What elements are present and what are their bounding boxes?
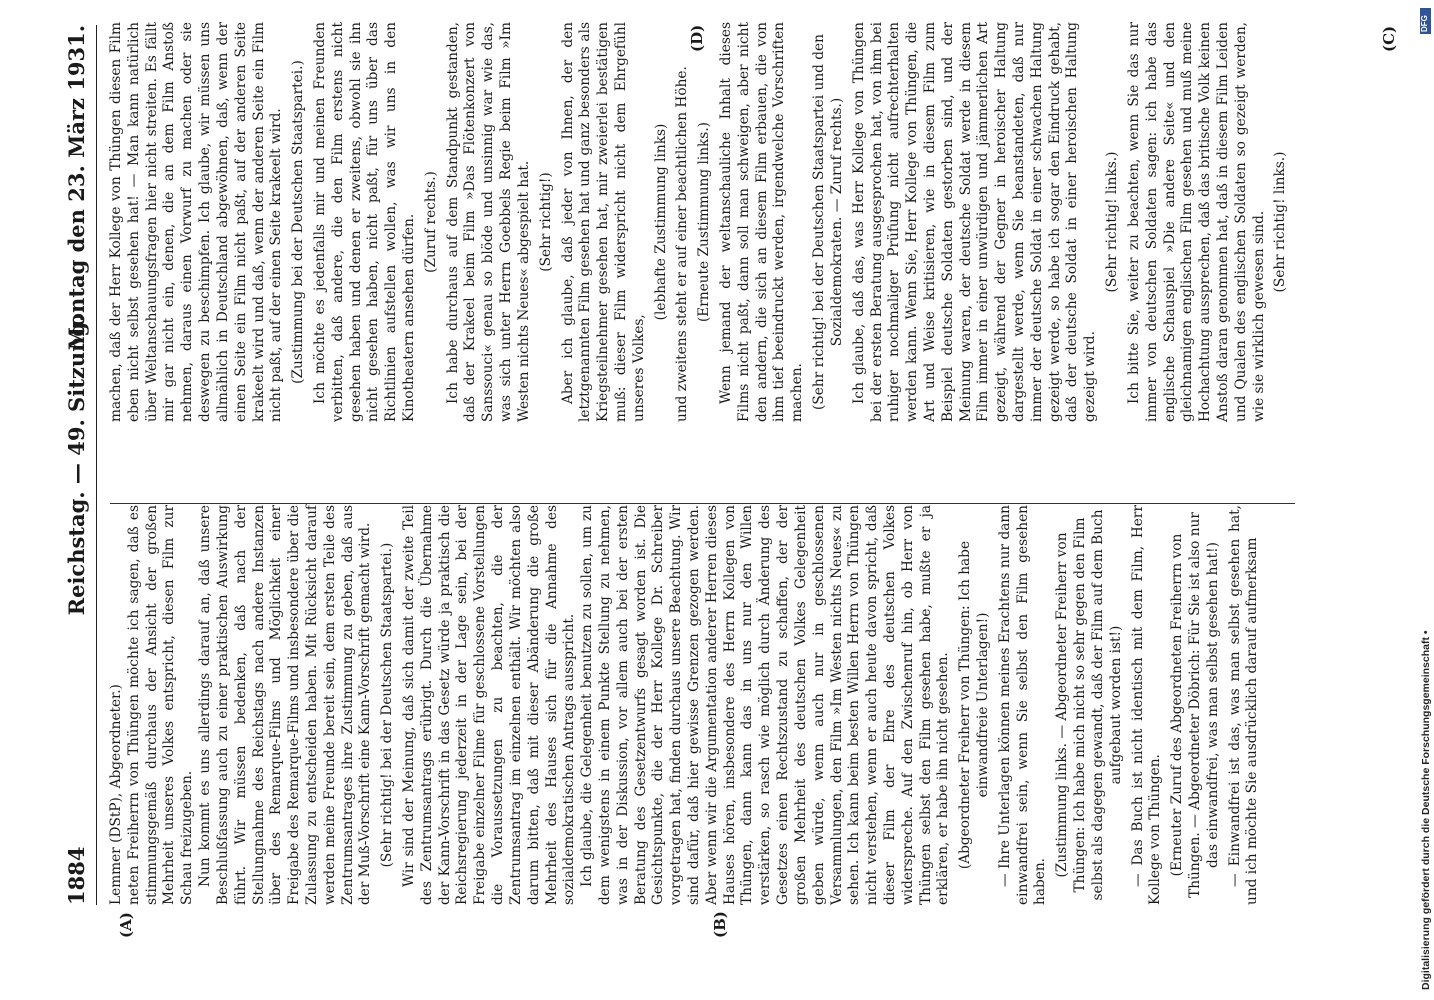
interjection: (Sehr richtig! bei der Deutschen Staatspartei.) (379, 542, 396, 868)
interjection: (lebhafte Zustimmung links) (652, 123, 669, 321)
column-divider (110, 503, 1295, 504)
paragraph: Ich glaube, daß das, was Herr Kollege von Thüngen bei der ersten Beratung ausgesprochen hat, von ihm bei ruhiger nochmaliger Prüfung nicht aufrechterhalten werden kann. Wenn Sie, Herr Kollege von Thüngen, die Art und Weise kritisieren, wie in diesem Film zum Beispiel deutsche Soldaten gestorben sind, und der Meinung waren, der deutsche Soldat werde in diesem Film immer in einer unwürdigen und jämmerlichen Art gezeigt, während der Gegner in heroischer Haltung dargestellt werde, wenn Sie beanstandeten, daß nur immer der deutsche Soldat in einer schwachen Haltung gezeigt werde, so habe ich sogar den Eindruck gehabt, daß der deutsche Soldat in einer heroischen Haltung gezeigt wird. (850, 22, 1099, 422)
paragraph: — Einwandfrei ist das, was man selbst gesehen hat, und ich möchte Sie ausdrücklich darauf aufmerksam (1226, 505, 1261, 905)
paragraph: Aber ich glaube, daß jeder von Ihnen, der den letztgenannten Film gesehen hat und ganz besonders als Kriegsteilnehmer gesehen hat, mir zweierlei bestätigen muß: dieser Film widerspricht nicht dem Ehrgefühl unseres Volkes, (559, 22, 647, 422)
paragraph: neten Freiherrn von Thüngen möchte ich sagen, daß es stimmungsgemäß durchaus der Ansicht der großen Mehrheit unseres Volkes entspricht, diesen Film zur Schau freizugeben. (125, 505, 196, 905)
dfg-logo-text: DFG (1420, 15, 1429, 32)
paragraph: Ich glaube, die Gelegenheit benutzen zu sollen, um zu dem wenigstens in einem Punkte Stellung zu nehmen, was in der Diskussion, vor allem auch bei der ersten Beratung des Gesetzentwurfs gesagt worden ist. Die Gesichtspunkte, die der Herr Kollege Dr. Schreiber vorgetragen hat, finden durchaus unsere Beachtung. Wir sind dafür, daß hier gewisse Grenzen gezogen werden. Aber wenn wir die Argumentation anderer Herren dieses Hauses hören, insbesondere des Herrn Kollegen von Thüngen, dann kann das in uns nur den Willen verstärken, so rasch wie möglich durch Änderung des Gesetzes einen Rechtszustand zu schaffen, der der großen Mehrheit des deutschen Volkes Gelegenheit geben würde, wenn auch nur in geschlossenen Versammlungen, den Film »Im Westen nichts Neues« zu sehen. Ich kann beim besten Willen Herrn von Thüngen nicht verstehen, wenn er auch heute davon spricht, daß dieser Film der Ehre des deutschen Volkes widerspreche. Auf den Zwischenruf hin, ob Herr von Thüngen selbst den Film gesehen habe, mußte er ja erklären, er habe ihn nicht gesehen. (579, 505, 952, 905)
right-text-column (108, 22, 1294, 422)
interjection: (Zustimmung links. — Abgeordneter Freiherr von Thüngen: Ich habe mich nicht so sehr gegen den Film selbst als dagegen gewandt, daß der Film auf dem Buch aufgebaut worden ist!) (1054, 509, 1124, 901)
paragraph: Lemmer (DStP), Abgeordneter.) (108, 684, 124, 905)
session-date: Montag den 23. März 1931. (64, 25, 89, 351)
margin-mark-c: (C) (1380, 25, 1398, 52)
margin-mark-a: (A) (117, 912, 135, 938)
header-rule (96, 25, 97, 905)
left-text-column (108, 505, 1262, 905)
interjection: (Sehr richtig!) (537, 172, 554, 272)
margin-mark-d: (D) (688, 24, 706, 52)
interjection: (Abgeordneter Freiherr von Thüngen: Ich habe einwandfreie Unterlagen!) (957, 540, 991, 870)
paragraph: Wir sind der Meinung, daß sich damit der zweite Teil des Zentrumsantrags erübrigt. Durch die Übernahme der Kann-Vorschrift in das Gesetz würde ja praktisch die Reichsregierung jederzeit in der Lage sein, bei der Freigabe einzelner Filme für geschlossene Vorstellungen die Voraussetzungen zu beachten, die der Zentrumsantrag im einzelnen enthält. Wir möchten also darum bitten, daß mit dieser Abänderung die große Mehrheit des Hauses sich für die Annahme des sozialdemokratischen Antrags ausspricht. (401, 505, 578, 905)
interjection: (Erneute Zustimmung links.) (696, 121, 713, 323)
session-title: Reichstag. — 49. Sitzung. (64, 314, 89, 616)
paragraph: Ich bitte Sie, weiter zu beachten, wenn Sie das nur immer von deutschen Soldaten sagen: ich habe das englische Schauspiel »Die andere Seite« und den gleichnamigen englischen Film gesehen und muß meine Hochachtung aussprechen, daß das britische Volk keinen Anstoß daran genommen hat, daß in diesem Film Leiden und Qualen des englischen Soldaten so gezeigt werden, wie sie wirklich gewesen sind. (1125, 22, 1267, 422)
paragraph: Ich möchte es jedenfalls mir und meinen Freunden verbitten, daß andere, die den Film erstens nicht gesehen haben und denen er zweitens, obwohl sie ihn nicht gesehen haben, nicht paßt, für uns über das Richtlinien aufstellen wollen, was wir uns in den Kinotheatern ansehen dürfen. (311, 22, 417, 422)
interjection: (Zustimmung bei der Deutschen Staatspartei.) (290, 60, 307, 384)
interjection: (Zuruf rechts.) (422, 171, 439, 273)
paragraph: Nun kommt es uns allerdings darauf an, daß unsere Beschlußfassung auch zu einer praktischen Auswirkung führt. Wir müssen bedenken, daß nach der Stellungnahme des Reichstags nach andere Instanzen über des Remarque-Films und Möglichkeit einer Freigabe des Remarque-Films und insbesondere über die Zulassung zu entscheiden haben. Mit Rücksicht darauf werden meine Freunde bereit sein, dem ersten Teile des Zentrumsantrages ihre Zustimmung zu geben, daß aus der Muß-Vorschrift eine Kann-Vorschrift gemacht wird. (197, 505, 374, 905)
digitization-credit (1420, 10, 1432, 990)
page-number: 1884 (64, 846, 89, 905)
paragraph: Ich habe durchaus auf dem Standpunkt gestanden, daß der Krakeel beim Film »Das Flötenkonzert von Sanssouci« genau so blöde und unsinnig war wie das, was sich unter Herrn Goebbels Regie beim Film »Im Westen nichts Neues« abgespielt hat. (444, 22, 532, 422)
interjection: (Sehr richtig! links.) (1272, 151, 1289, 293)
interjection: (Erneuter Zuruf des Abgeordneten Freiherrn von Thüngen. — Abgeordneter Döbrich: Für Sie ist also nur das einwandfrei, was man selbst gesehen hat!) (1169, 512, 1221, 898)
paragraph: — Ihre Unterlagen können meines Erachtens nur dann einwandfrei sein, wenn Sie selbst den Film gesehen haben. (996, 505, 1049, 905)
paragraph: — Das Buch ist nicht identisch mit dem Film, Herr Kollege von Thüngen. (1129, 505, 1164, 905)
interjection: (Sehr richtig! links.) (1104, 151, 1121, 293)
paragraph: und zweitens steht er auf einer beachtlichen Höhe. (674, 66, 691, 422)
credit-text: Digitalisierung gefördert durch die Deutsche Forschungsgemeinschaft • (1420, 630, 1432, 990)
margin-mark-b: (B) (711, 911, 729, 938)
interjection: (Sehr richtig! bei der Deutschen Staatspartei und den Sozialdemokraten. — Zuruf rechts.) (811, 34, 845, 410)
paragraph: machen, daß der Herr Kollege von Thüngen diesen Film eben nicht selbst gesehen hat! — Man kann natürlich über Weltanschauungsfragen hier nicht streiten. Es fällt mir gar nicht ein, denen, die an dem Film Anstoß nehmen, daraus einen Vorwurf zu machen oder sie deswegen zu beschimpfen. Ich glaube, wir müssen uns allmählich in Deutschland abgewöhnen, daß, wenn der einen Seite ein Film nicht paßt, auf der anderen Seite krakeelt wird und daß, wenn der anderen Seite ein Film nicht paßt, auf der einen Seite krakeelt wird. (108, 22, 285, 422)
paragraph: Wenn jemand der weltanschauliche Inhalt dieses Films nicht paßt, dann soll man schweigen, aber nicht den andern, die sich an diesem Film erbauen, die von ihm tief beeindruckt werden, irgendwelche Vorschriften machen. (718, 22, 806, 422)
page-header (60, 25, 94, 905)
